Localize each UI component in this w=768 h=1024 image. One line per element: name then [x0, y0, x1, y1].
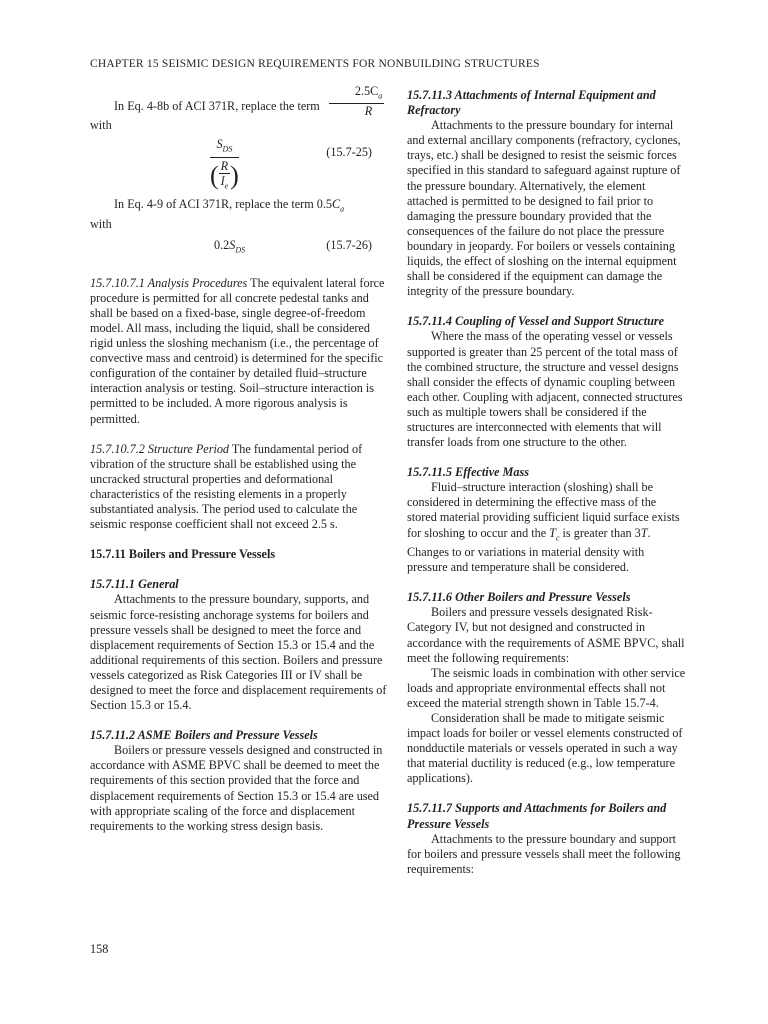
section-heading: 15.7.11.1 General [90, 577, 179, 592]
supports-paragraph: Attachments to the pressure boundary and support for boilers and pressure vessels shall meet the following requirements: [407, 831, 681, 876]
structure-period-paragraph: 15.7.10.7.2 Structure Period The fundamental period of vibration of the structure shall be established using the uncracked structural properties and deformational characteristics of the resisting elements in a properly substantiated analysis. The period used to calculate the seismic response coefficient shall not exceed 2.5 s. [90, 441, 363, 532]
term-fraction: $\frac{2.5C_a}{R}$ [329, 84, 384, 118]
coupling-paragraph: Where the mass of the operating vessel or vessels supported is greater than 25 percent of the total mass of the combined structure, the structure and vessel designs shall consider the effects of dynamic coupling between each other. Coupling with adjacent, connected structures such as multiple towers shall be considered if the structures are interconnected with elements that will transfer loads from one structure to the other. [407, 329, 683, 450]
analysis-procedures-paragraph: 15.7.10.7.1 Analysis Procedures The equivalent lateral force procedure is permitted for all concrete pedestal tanks and shall be based on a fixed-base, single degree-of-freedom model. All mass, including the liquid, shall be considered rigid unless the sloshing mechanism (i.e., the percentage of convective mass and centroid) is determined for the specific configuration of the container by detailed fluid–structure interaction analysis or testing. Soil–structure interaction is permitted to be included. A more rigorous analysis is permitted. [90, 275, 385, 426]
other-boilers-paragraph-1: Boilers and pressure vessels designated Risk-Category IV, but not designed and constructed in accordance with the requirements of ASME BPVC, shall meet the following requirements: [407, 605, 685, 665]
effective-mass-paragraph: Fluid–structure interaction (sloshing) shall be considered in determining the effective mass of the stored material providing sufficient liquid surface exists for sloshing to occur and the $T_c$ is greater than 3T. Changes to or variations in material density with pressure and temperature shall be considered. [407, 480, 680, 575]
equation-number: (15.7-26) [326, 237, 372, 252]
equation-15-7-26: $0.2S_{DS}$ (15.7-26) [214, 237, 372, 255]
general-paragraph: Attachments to the pressure boundary, supports, and seismic force-resisting anchorage systems for boilers and pressure vessels shall be designed to meet the force and displacement requirements of Section 15.3 or 15.4 and the additional requirements of this section. Boilers and pressure vessels categorized as Risk Categories III or IV shall be designed to meet the force and displacement requirements of Section 15.3 or 15.4. [90, 592, 387, 713]
other-boilers-paragraph-3: Consideration shall be made to mitigate seismic impact loads for boiler or vessel elements constructed of nondductile materials or vessels operated in such a way that material ductility is reduced (e.g., low temperature applications). [407, 711, 683, 786]
other-boilers-paragraph-2: The seismic loads in combination with other service loads and appropriate environmental effects shall not exceed the material strength shown in Table 15.7-4. [407, 665, 686, 710]
running-head: CHAPTER 15 SEISMIC DESIGN REQUIREMENTS FOR NONBUILDING STRUCTURES [90, 58, 540, 70]
section-heading: 15.7.11 Boilers and Pressure Vessels [90, 547, 276, 562]
equation-15-7-25 [90, 137, 390, 191]
left-column [90, 84, 390, 834]
section-heading: 15.7.11.5 Effective Mass [407, 465, 529, 480]
eq1-intro-text: In Eq. 4-8b of ACI 371R, replace the term [114, 99, 320, 114]
section-heading: 15.7.11.3 Attachments of Internal Equipment and Refractory [407, 88, 656, 118]
term-numerator: 2.5C [354, 84, 379, 98]
section-heading: 15.7.11.2 ASME Boilers and Pressure Vessels [90, 728, 318, 743]
term-denominator: R [364, 104, 373, 119]
asme-paragraph: Boilers or pressure vessels designed and constructed in accordance with ASME BPVC shall be deemed to meet the requirements of this section provided that the force and displacement requirements of Section 15.3 or 15.4 are used with appropriate scaling of the force and displacement requirements to the working stress design basis. [90, 743, 383, 833]
eq-4-9-replacement: In Eq. 4-9 of ACI 371R, replace the term $0.5C_a$ [114, 197, 345, 214]
internal-equipment-paragraph: Attachments to the pressure boundary for internal and external ancillary components (refractory, cyclones, trays, etc.) shall be designed to resist the seismic forces specified in this standard to safeguard against rupture of the pressure boundary. Alternatively, the element attached is permitted to be designed to fail prior to damaging the pressure boundary provided that the consequences of the failure do not place the pressure boundary in jeopardy. For boilers or vessels containing liquids, the effect of sloshing on the internal equipment shall be considered if the equipment can damage the integrity of the pressure boundary. [407, 118, 681, 299]
section-heading: 15.7.10.7.1 Analysis Procedures [90, 275, 248, 290]
section-heading: 15.7.11.4 Coupling of Vessel and Support Structure [407, 314, 665, 329]
page-number: 158 [90, 942, 109, 956]
section-heading: 15.7.10.7.2 Structure Period [90, 441, 230, 456]
eq2-fraction: $S_{DS}$ ( $\frac{R}{I_e}$ ) [210, 137, 239, 190]
equation-number: (15.7-25) [326, 145, 372, 160]
section-heading: 15.7.11.6 Other Boilers and Pressure Vessels [407, 590, 631, 605]
eq1-with: with [90, 118, 112, 132]
right-column [407, 88, 687, 877]
eq-4-8b-replacement [90, 84, 390, 119]
section-heading: 15.7.11.7 Supports and Attachments for Boilers and Pressure Vessels [407, 801, 667, 831]
eq3-with: with [90, 216, 112, 231]
